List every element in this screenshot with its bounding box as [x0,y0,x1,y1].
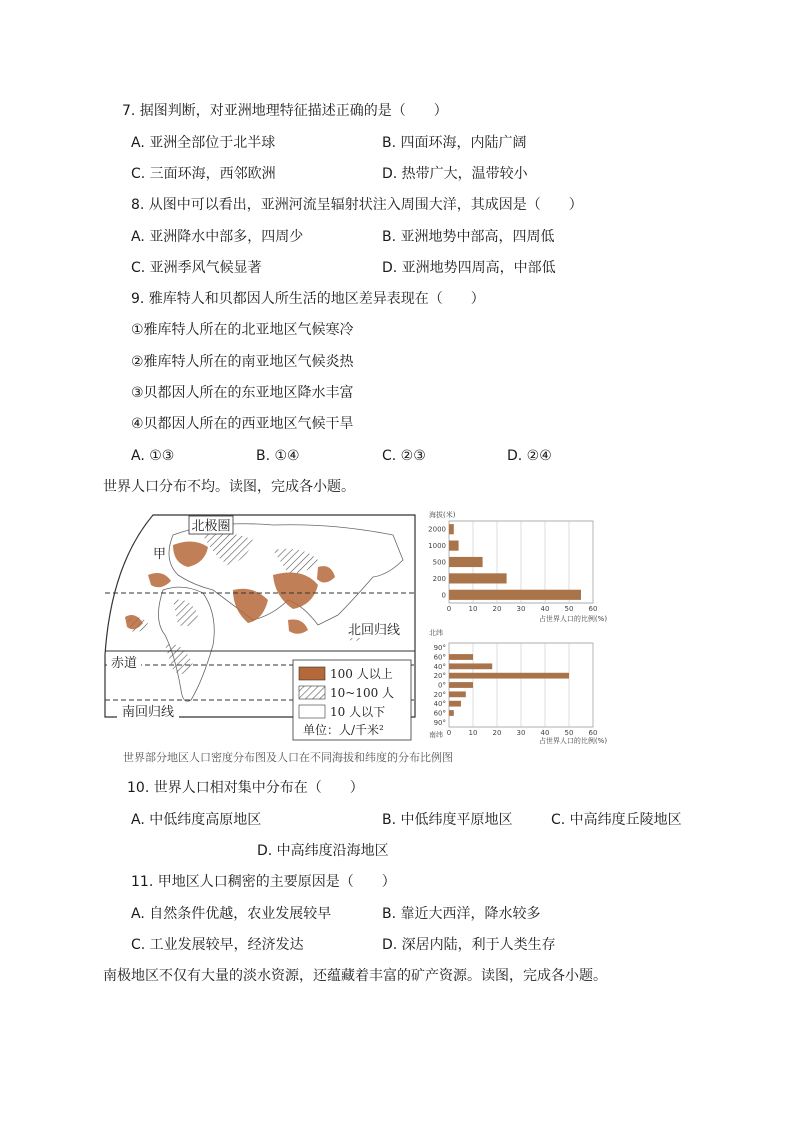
figure-caption: 世界部分地区人口密度分布图及人口在不同海拔和纬度的分布比例图 [123,751,453,764]
x-tick-label: 20 [492,605,502,613]
latitude-distribution-chart [429,628,607,745]
altitude-chart-xlabel: 占世界人口的比例(%) [538,615,608,623]
x-tick-label: 10 [468,729,478,737]
x-tick-label: 40 [540,605,550,613]
x-tick-label: 0 [446,605,452,613]
bar-500 [449,557,483,567]
arctic-circle-label [189,516,233,534]
bar-60-80N [449,654,473,660]
y-tick-label: 500 [432,558,446,567]
latitude-chart-xlabel: 占世界人口的比例(%) [538,737,608,745]
bar-0 [449,590,581,600]
q11-option-b[interactable]: B. 靠近大西洋，降水较多 [382,906,541,922]
latitude-chart-ylabel-south: 南纬 [429,731,443,739]
bar-20-40N [449,673,569,679]
x-tick-label: 60 [588,729,598,737]
tropic-of-cancer-label: 北回归线 [347,623,401,638]
bar-40-60N [449,663,492,669]
y-tick-label: 0 [441,591,446,600]
y-tick-label: 40° [433,700,446,709]
legend-swatch-dense [299,667,325,680]
q7-option-a[interactable]: A. 亚洲全部位于北半球 [131,135,276,151]
y-tick-label: 60° [433,653,446,662]
q7-option-d[interactable]: D. 热带广大，温带较小 [382,166,528,182]
legend-swatch-medium [299,686,325,699]
y-tick-label: 200 [432,574,446,583]
q11-option-d[interactable]: D. 深居内陆，利于人类生存 [382,937,556,953]
equator-label: 赤道 [110,656,138,671]
x-tick-label: 50 [564,605,574,613]
q10-option-d[interactable]: D. 中高纬度沿海地区 [257,843,389,859]
bar-0-20S [449,691,466,697]
map-legend [293,660,411,740]
q9-option-d[interactable]: D. ②④ [507,448,552,464]
legend-swatch-sparse [299,705,325,718]
legend-medium-label: 10~100 人 [330,686,395,700]
legend-unit-label: 单位：人/千米² [303,723,384,737]
q7-option-b[interactable]: B. 四面环海，内陆广阔 [382,135,527,151]
x-tick-label: 10 [468,605,478,613]
y-tick-label: 60° [433,709,446,718]
latitude-chart-ylabel-north: 北纬 [429,629,443,637]
q9-statement-2: ②雅库特人所在的南亚地区气候炎热 [131,354,354,370]
y-tick-label: 0° [438,681,446,690]
y-tick-label: 20° [433,690,446,699]
q10-option-a[interactable]: A. 中低纬度高原地区 [131,812,262,828]
bar-20-40S [449,701,461,707]
q11-option-c[interactable]: C. 工业发展较早，经济发达 [131,937,304,953]
q8-option-b[interactable]: B. 亚洲地势中部高，四周低 [382,229,555,245]
q9-stem: 9. 雅库特人和贝都因人所生活的地区差异表现在（ ） [131,291,485,307]
population-density-map [105,515,415,740]
q9-option-a[interactable]: A. ①③ [131,448,175,464]
population-figure-svg [103,505,608,767]
q10-stem: 10. 世界人口相对集中分布在（ ） [127,780,364,796]
x-tick-label: 20 [492,729,502,737]
q10-option-b[interactable]: B. 中低纬度平原地区 [382,812,513,828]
q11-option-a[interactable]: A. 自然条件优越，农业发展较早 [131,906,332,922]
x-tick-label: 0 [446,729,452,737]
bar-0-20N [449,682,473,688]
q8-stem: 8. 从图中可以看出，亚洲河流呈辐射状注入周围大洋，其成因是（ ） [131,197,583,213]
q9-option-b[interactable]: B. ①④ [256,448,300,464]
q9-statement-4: ④贝都因人所在的西亚地区气候干旱 [131,416,354,432]
bar-2000 [449,524,454,534]
bar-200 [449,573,507,583]
x-tick-label: 30 [516,729,526,737]
y-tick-label: 2000 [428,525,446,534]
altitude-distribution-chart [428,510,607,623]
x-tick-label: 40 [540,729,550,737]
q9-statement-3: ③贝都因人所在的东亚地区降水丰富 [131,385,354,401]
tropic-of-capricorn-label: 南回归线 [121,705,175,720]
q8-option-c[interactable]: C. 亚洲季风气候显著 [131,260,262,276]
y-tick-label: 20° [433,672,446,681]
section-intro-population: 世界人口分布不均。读图，完成各小题。 [103,479,355,495]
y-tick-label: 40° [433,662,446,671]
jia-label: 甲 [153,547,167,562]
q7-option-c[interactable]: C. 三面环海，西邻欧洲 [131,166,276,182]
q9-statement-1: ①雅库特人所在的北亚地区气候寒冷 [131,322,354,338]
legend-sparse-label: 10 人以下 [330,705,386,719]
population-figure [103,505,608,767]
x-tick-label: 30 [516,605,526,613]
q9-option-c[interactable]: C. ②③ [382,448,426,464]
altitude-chart-ylabel: 海拔(米) [429,511,456,519]
q10-option-c[interactable]: C. 中高纬度丘陵地区 [551,812,682,828]
q11-stem: 11. 甲地区人口稠密的主要原因是（ ） [131,874,396,890]
y-tick-label: 1000 [428,542,446,551]
q8-option-a[interactable]: A. 亚洲降水中部多，四周少 [131,229,304,245]
y-tick-label: 90° [433,718,446,727]
bar-1000 [449,541,459,551]
x-tick-label: 50 [564,729,574,737]
x-tick-label: 60 [588,605,598,613]
y-tick-label: 90° [433,644,446,653]
svg-text:北极圈: 北极圈 [191,519,231,534]
q8-option-d[interactable]: D. 亚洲地势四周高，中部低 [382,260,556,276]
bar-40-60S [449,710,454,716]
legend-dense-label: 100 人以上 [330,667,393,681]
section-intro-antarctica: 南极地区不仅有大量的淡水资源，还蕴藏着丰富的矿产资源。读图，完成各小题。 [103,968,607,984]
q7-stem: 7. 据图判断，对亚洲地理特征描述正确的是（ ） [122,103,448,119]
